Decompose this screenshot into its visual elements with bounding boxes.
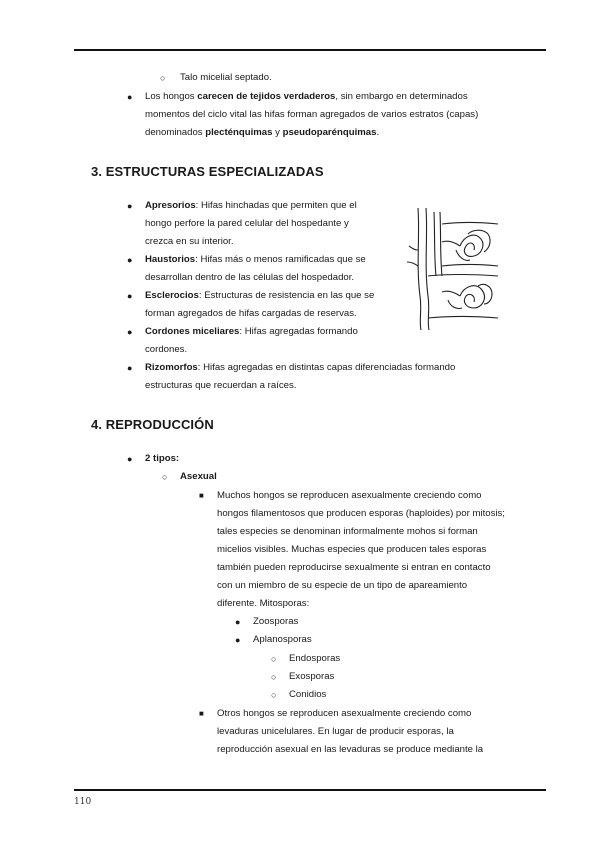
esclerocios-line2: forman agregados de hifas cargadas de reservas.: [145, 308, 357, 319]
endosporas-item: Endosporas: [289, 653, 341, 664]
apresorios-line1: Apresorios: Hifas hinchadas que permiten que el: [145, 200, 357, 211]
apresorios-line2: hongo perfore la pared celular del hospedante y: [145, 218, 349, 229]
asexual-p2-line2: levaduras unicelulares. En lugar de producir esporas, la: [217, 726, 454, 737]
apresorios-line3: crezca en su interior.: [145, 236, 234, 247]
section-heading-reproduccion: 4. REPRODUCCIÓN: [91, 417, 214, 432]
asexual-p1-line4: micelios visibles. Muchas especies que producen tales esporas: [217, 544, 487, 555]
hollow-bullet-icon: ○: [271, 672, 277, 682]
hollow-bullet-icon: ○: [271, 654, 277, 664]
asexual-p1-line1: Muchos hongos se reproducen asexualmente creciendo como: [217, 490, 482, 501]
bullet-icon: ●: [127, 363, 133, 373]
header-rule: [74, 49, 546, 51]
bullet-icon: ●: [127, 255, 133, 265]
bullet-icon: ●: [127, 327, 133, 337]
bullet-icon: ●: [235, 635, 241, 645]
bullet-icon: ●: [127, 291, 133, 301]
rizomorfos-line2: estructuras que recuerdan a raíces.: [145, 380, 297, 391]
asexual-p1-line6: con un miembro de su especie de un tipo de apareamiento: [217, 580, 468, 591]
footer-rule: [74, 789, 546, 791]
tipos-label: 2 tipos:: [145, 453, 180, 464]
conidios-item: Conidios: [289, 689, 327, 700]
asexual-label: Asexual: [180, 471, 217, 482]
intro-paragraph-line1: Los hongos carecen de tejidos verdaderos, sin embargo en determinados: [145, 91, 468, 102]
intro-paragraph-line2: momentos del ciclo vital las hifas forman agregados de varios estratos (capas): [145, 109, 479, 120]
exosporas-item: Exosporas: [289, 671, 335, 682]
asexual-p2-line3: reproducción asexual en las levaduras se produce mediante la: [217, 744, 484, 755]
hollow-bullet-icon: ○: [162, 472, 168, 482]
hollow-bullet-icon: ○: [160, 73, 166, 83]
bullet-icon: ●: [127, 454, 133, 464]
esclerocios-line1: Esclerocios: Estructuras de resistencia en las que se: [145, 290, 375, 301]
square-bullet-icon: ■: [199, 491, 204, 500]
cordones-line2: cordones.: [145, 344, 188, 355]
rizomorfos-line1: Rizomorfos: Hifas agregadas en distintas capas diferenciadas formando: [145, 362, 456, 373]
square-bullet-icon: ■: [199, 709, 204, 718]
asexual-p1-line7: diferente. Mitosporas:: [217, 598, 310, 609]
cordones-line1: Cordones miceliares: Hifas agregadas formando: [145, 326, 358, 337]
sub-bullet-text: Talo micelial septado.: [180, 72, 272, 83]
bullet-icon: ●: [127, 201, 133, 211]
asexual-p1-line5: también pueden reproducirse sexualmente si entran en contacto: [217, 562, 491, 573]
haustorios-line1: Haustorios: Hifas más o menos ramificadas que se: [145, 254, 366, 265]
bullet-icon: ●: [127, 92, 133, 102]
page-number: 110: [74, 797, 92, 807]
bullet-icon: ●: [235, 617, 241, 627]
asexual-p1-line3: tales especies se denominan informalmente mohos si forman: [217, 526, 478, 537]
hollow-bullet-icon: ○: [271, 690, 277, 700]
section-heading-estructuras: 3. ESTRUCTURAS ESPECIALIZADAS: [91, 164, 324, 179]
zoosporas-item: Zoosporas: [253, 616, 299, 627]
asexual-p2-line1: Otros hongos se reproducen asexualmente creciendo como: [217, 708, 472, 719]
aplanosporas-item: Aplanosporas: [253, 634, 312, 645]
intro-paragraph-line3: denominados plecténquimas y pseudoparénquimas.: [145, 127, 380, 138]
haustorios-line2: desarrollan dentro de las células del hospedador.: [145, 272, 355, 283]
haustoria-illustration: [404, 206, 500, 330]
asexual-p1-line2: hongos filamentosos que producen esporas (haploides) por mitosis;: [217, 508, 505, 519]
